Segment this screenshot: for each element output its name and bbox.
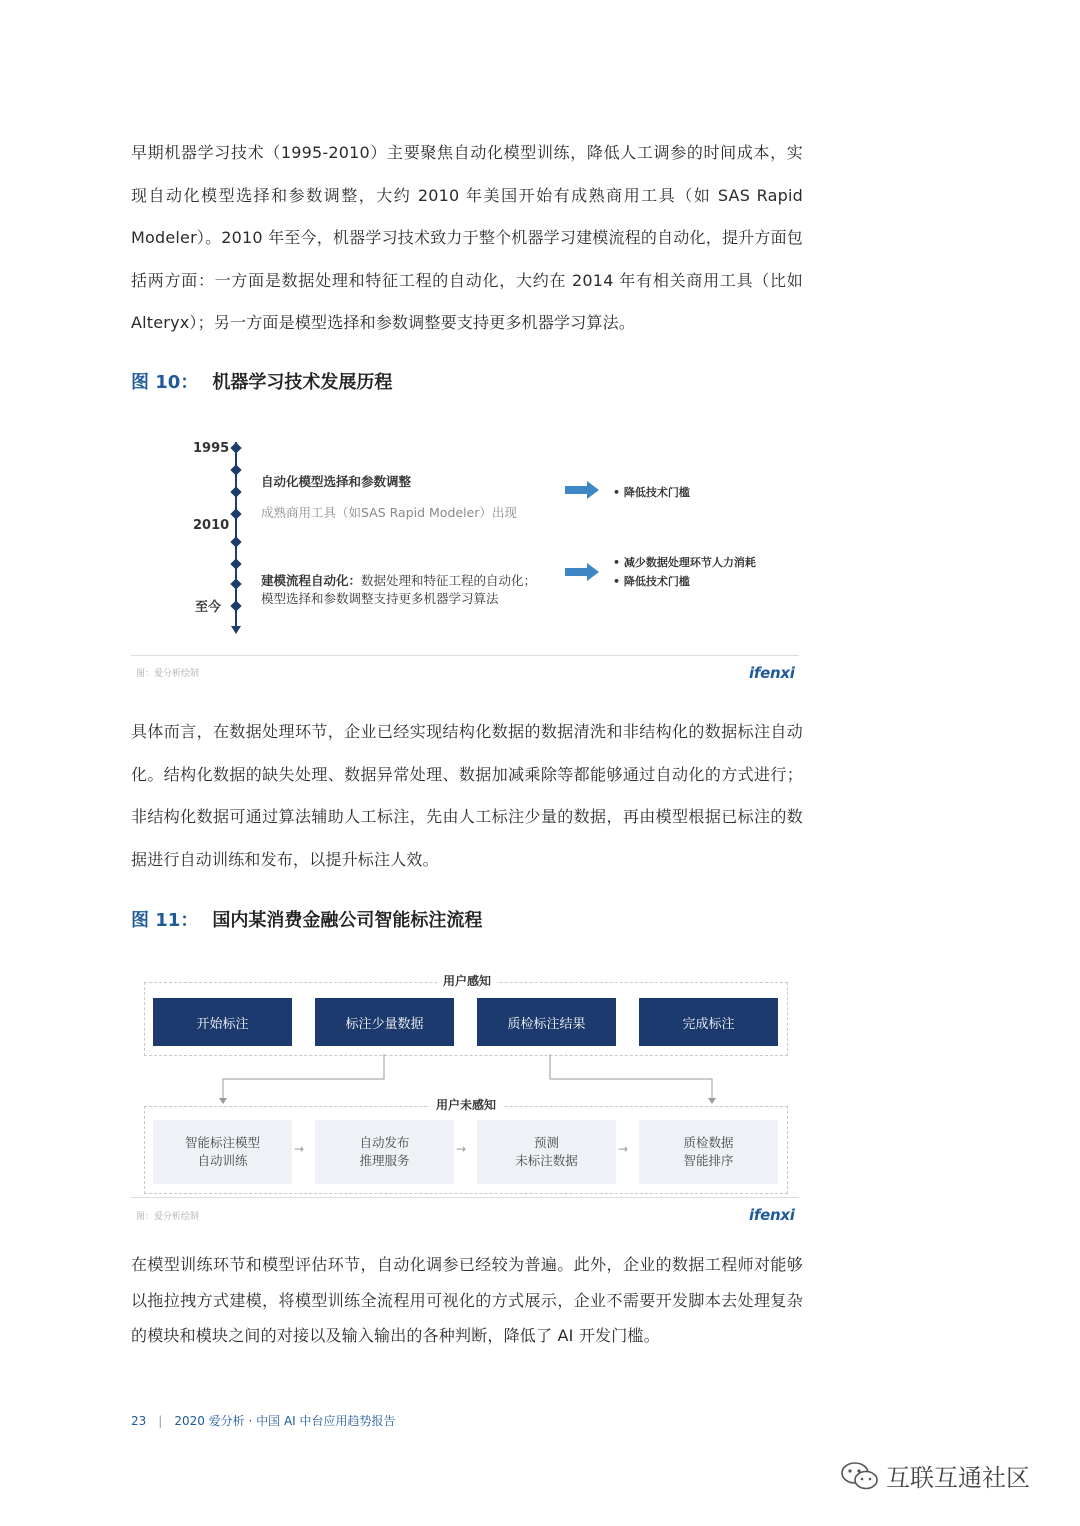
right-arrow-icon: → — [456, 1142, 467, 1156]
page-footer — [131, 1412, 396, 1429]
auto-step-line: 推理服务 — [359, 1153, 410, 1168]
auto-step-line: 预测 — [533, 1135, 559, 1150]
timeline-marker — [230, 486, 241, 497]
auto-step-publish — [315, 1120, 454, 1184]
figure-source: 图：爱分析绘制 — [136, 669, 200, 679]
flow-step-start: 开始标注 — [153, 998, 292, 1046]
timeline-marker — [230, 464, 241, 475]
figure-11-caption: 国内某消费金融公司智能标注流程 — [212, 910, 483, 931]
figure-divider — [131, 1197, 799, 1198]
data-processing-paragraph: 具体而言，在数据处理环节，企业已经实现结构化数据的数据清洗和非结构化的数据标注自动化。结构化数据的缺失处理、数据异常处理、数据加减乘除等都能够通过自动化的方式进行；非结构化数据可通过算法辅助人工标注，先由人工标注少量的数据，再由模型根据已标注的数据进行自动训练和发布，以提升标注人效。 — [131, 722, 803, 869]
stage2-line1 — [261, 571, 536, 589]
figure-divider — [131, 655, 799, 656]
footer-separator: | — [158, 1414, 163, 1428]
watermark — [840, 1458, 1030, 1493]
figure-11-number: 图 11： — [131, 910, 199, 931]
auto-step-line: 智能排序 — [683, 1153, 734, 1168]
auto-step-line: 未标注数据 — [515, 1153, 578, 1168]
flow-step-complete: 完成标注 — [639, 998, 778, 1046]
wechat-icon — [840, 1461, 880, 1491]
timeline-marker — [230, 600, 241, 611]
auto-step-rank — [639, 1120, 778, 1184]
timeline-arrowhead — [231, 626, 241, 634]
auto-step-line: 智能标注模型 — [184, 1135, 260, 1150]
result-lower-barrier-2: • 降低技术门槛 — [613, 575, 690, 588]
year-1995: 1995 — [193, 441, 230, 456]
stage2-title: 建模流程自动化： — [261, 573, 362, 588]
timeline-marker — [230, 558, 241, 569]
timeline-marker — [230, 536, 241, 547]
ifenxi-logo: ifenxi — [749, 1206, 795, 1224]
auto-step-line: 自动发布 — [359, 1135, 410, 1150]
flow-step-label-sample: 标注少量数据 — [315, 998, 454, 1046]
timeline-marker — [230, 442, 241, 453]
result-lower-barrier: • 降低技术门槛 — [613, 486, 690, 499]
watermark-text: 互联互通社区 — [886, 1464, 1030, 1492]
auto-step-line: 自动训练 — [197, 1153, 248, 1168]
right-arrow-icon — [565, 563, 599, 581]
right-arrow-icon: → — [294, 1142, 305, 1156]
right-arrow-icon: → — [618, 1142, 629, 1156]
ifenxi-logo: ifenxi — [749, 664, 795, 682]
figure-10-number: 图 10： — [131, 372, 199, 393]
labeling-flow-figure — [131, 968, 799, 1228]
model-training-paragraph: 在模型训练环节和模型评估环节，自动化调参已经较为普遍。此外，企业的数据工程师对能够以拖拉拽方式建模，将模型训练全流程用可视化的方式展示，企业不需要开发脚本去处理复杂的模块和模块之间的对接以及输入输出的各种判断，降低了 AI 开发门槛。 — [131, 1255, 803, 1345]
figure-10-title — [131, 368, 392, 394]
user-unaware-label: 用户未感知 — [430, 1096, 502, 1113]
figure-11-title — [131, 906, 482, 932]
result-reduce-labor: • 减少数据处理环节人力消耗 — [613, 556, 756, 569]
user-aware-label: 用户感知 — [437, 972, 497, 989]
intro-paragraph: 早期机器学习技术（1995-2010）主要聚焦自动化模型训练，降低人工调参的时间成本，实现自动化模型选择和参数调整，大约 2010 年美国开始有成熟商用工具（如 SAS Rapid Modeler）。2010 年至今，机器学习技术致力于整个机器学习建模流程的自动化，提升方面包括两方面：一方面是数据处理和特征工程的自动化，大约在 2014 年有相关商用工具（比如 Alteryx）；另一方面是模型选择和参数调整要支持更多机器学习算法。 — [131, 143, 803, 332]
stage1-title: 自动化模型选择和参数调整 — [261, 474, 412, 489]
ml-timeline-figure — [131, 430, 799, 690]
stage2-detail1: 数据处理和特征工程的自动化； — [361, 573, 537, 588]
timeline-marker — [230, 508, 241, 519]
stage2-detail2: 模型选择和参数调整支持更多机器学习算法 — [261, 591, 499, 606]
timeline-marker — [230, 578, 241, 589]
right-arrow-icon — [565, 481, 599, 499]
page-number: 23 — [131, 1414, 147, 1428]
figure-10-caption: 机器学习技术发展历程 — [212, 372, 393, 393]
figure-source: 图：爱分析绘制 — [136, 1212, 200, 1222]
report-title: 2020 爱分析 · 中国 AI 中台应用趋势报告 — [174, 1414, 396, 1428]
flow-step-quality-check: 质检标注结果 — [477, 998, 616, 1046]
year-present: 至今 — [195, 600, 222, 615]
stage1-note: 成熟商用工具（如SAS Rapid Modeler）出现 — [261, 505, 517, 520]
auto-step-line: 质检数据 — [683, 1135, 734, 1150]
auto-step-predict — [477, 1120, 616, 1184]
year-2010: 2010 — [193, 518, 230, 533]
auto-step-model-training — [153, 1120, 292, 1184]
